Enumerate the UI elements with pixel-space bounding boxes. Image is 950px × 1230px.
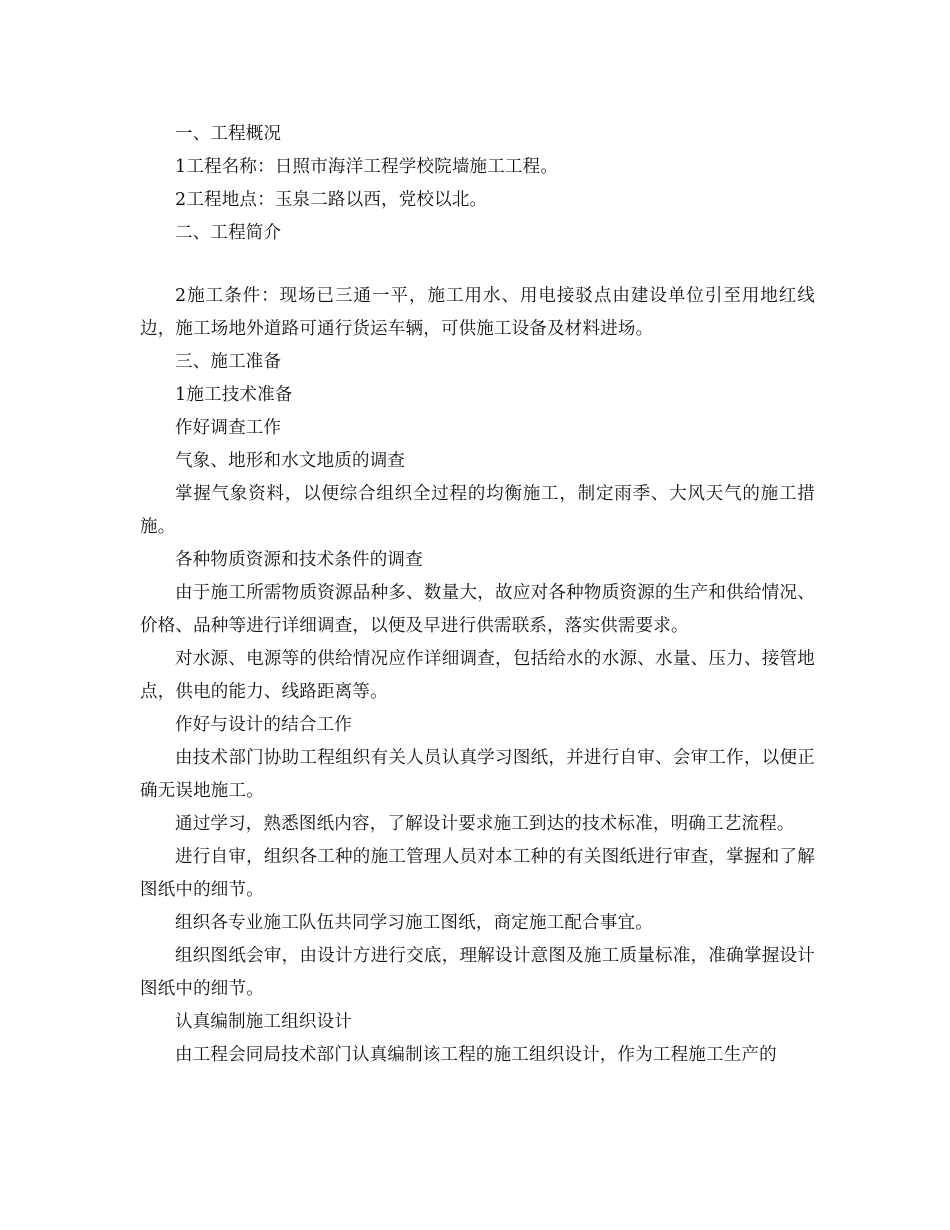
paragraph-drawing-study: 由技术部门协助工程组织有关人员认真学习图纸，并进行自审、会审工作，以便正确无误地施工。 [140, 748, 815, 801]
heading-construction-preparation: 三、施工准备 [175, 352, 282, 372]
blank-line [140, 250, 815, 280]
paragraph-resource-survey: 由于施工所需物质资源品种多、数量大，故应对各种物质资源的生产和供给情况、价格、品种等进行详细调查，以便及早进行供需联系，落实供需要求。 [140, 583, 815, 636]
subheading-design-coordination: 作好与设计的结合工作 [175, 715, 352, 735]
paragraph-project-location: 2工程地点：玉泉二路以西，党校以北。 [175, 190, 488, 210]
paragraph-weather-data: 掌握气象资料，以便综合组织全过程的均衡施工，制定雨季、大风天气的施工措施。 [140, 484, 815, 537]
subheading-organization-design: 认真编制施工组织设计 [175, 1012, 352, 1032]
paragraph-construction-conditions: 2施工条件：现场已三通一平，施工用水、用电接驳点由建设单位引至用地红线边，施工场地外道路可通行货运车辆，可供施工设备及材料进场。 [140, 286, 815, 339]
paragraph-water-power-survey: 对水源、电源等的供给情况应作详细调查，包括给水的水源、水量、压力、接管地点，供电的能力、线路距离等。 [140, 649, 815, 702]
subheading-resource-survey: 各种物质资源和技术条件的调查 [175, 550, 423, 570]
subheading-survey-work: 作好调查工作 [175, 418, 282, 438]
document-body [140, 118, 815, 1072]
subheading-technical-preparation: 1施工技术准备 [175, 385, 293, 405]
subheading-weather-terrain-survey: 气象、地形和水文地质的调查 [175, 451, 406, 471]
paragraph-learning: 通过学习，熟悉图纸内容，了解设计要求施工到达的技术标准，明确工艺流程。 [175, 814, 795, 834]
paragraph-joint-review: 组织图纸会审，由设计方进行交底，理解设计意图及施工质量标准，准确掌握设计图纸中的细节。 [140, 946, 815, 999]
paragraph-organization-design: 由工程会同局技术部门认真编制该工程的施工组织设计，作为工程施工生产的 [175, 1045, 777, 1065]
paragraph-self-review: 进行自审，组织各工种的施工管理人员对本工种的有关图纸进行审查，掌握和了解图纸中的细节。 [140, 847, 815, 900]
heading-project-overview: 一、工程概况 [175, 124, 282, 144]
paragraph-project-name: 1工程名称：日照市海洋工程学校院墙施工工程。 [175, 157, 559, 177]
heading-project-intro: 二、工程简介 [175, 223, 282, 243]
paragraph-team-study: 组织各专业施工队伍共同学习施工图纸，商定施工配合事宜。 [175, 913, 653, 933]
